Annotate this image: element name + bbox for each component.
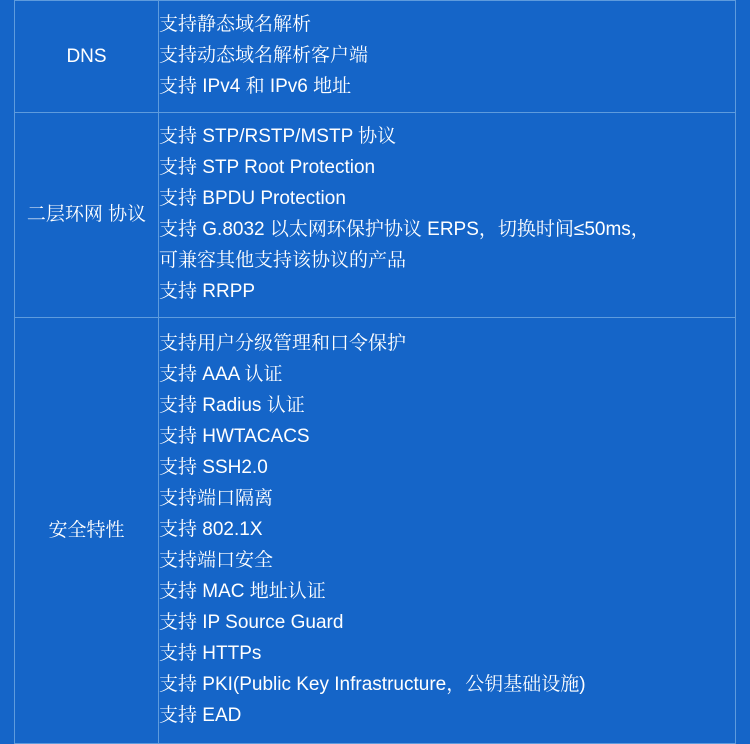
feature-line: 支持动态域名解析客户端 xyxy=(159,45,369,66)
row-value-dns xyxy=(159,1,736,113)
feature-line: 支持 STP Root Protection xyxy=(159,157,376,178)
feature-line: 支持端口隔离 xyxy=(159,488,274,509)
feature-line: 支持 EAD xyxy=(159,705,242,726)
feature-line: 支持 Radius 认证 xyxy=(159,395,305,416)
feature-line: 支持静态域名解析 xyxy=(159,14,312,35)
feature-line: 支持 HWTACACS xyxy=(159,426,310,447)
feature-line: 支持 IP Source Guard xyxy=(159,612,344,633)
feature-line: 支持 BPDU Protection xyxy=(159,188,346,209)
feature-line: 支持 MAC 地址认证 xyxy=(159,581,326,602)
feature-line: 支持 SSH2.0 xyxy=(159,457,268,478)
table-row xyxy=(15,1,736,113)
row-label-ring-protocol: 二层环网 协议 xyxy=(15,113,159,318)
feature-line: 支持 G.8032 以太网环保护协议 ERPS，切换时间≤50ms， xyxy=(159,219,650,240)
feature-line: 支持 802.1X xyxy=(159,519,263,540)
table-row xyxy=(15,113,736,318)
row-label-security: 安全特性 xyxy=(15,318,159,744)
table-row xyxy=(15,318,736,744)
row-value-ring-protocol xyxy=(159,113,736,318)
feature-line: 支持 IPv4 和 IPv6 地址 xyxy=(159,76,352,97)
feature-line: 可兼容其他支持该协议的产品 xyxy=(159,250,407,271)
row-label-dns: DNS xyxy=(15,1,159,113)
feature-line: 支持 STP/RSTP/MSTP 协议 xyxy=(159,126,397,147)
feature-line: 支持 HTTPs xyxy=(159,643,262,664)
feature-line: 支持用户分级管理和口令保护 xyxy=(159,333,407,354)
feature-line: 支持 AAA 认证 xyxy=(159,364,283,385)
feature-line: 支持 RRPP xyxy=(159,281,256,302)
feature-line: 支持端口安全 xyxy=(159,550,274,571)
row-value-security xyxy=(159,318,736,744)
feature-line: 支持 PKI(Public Key Infrastructure，公钥基础设施) xyxy=(159,674,586,695)
specification-table xyxy=(14,0,736,744)
